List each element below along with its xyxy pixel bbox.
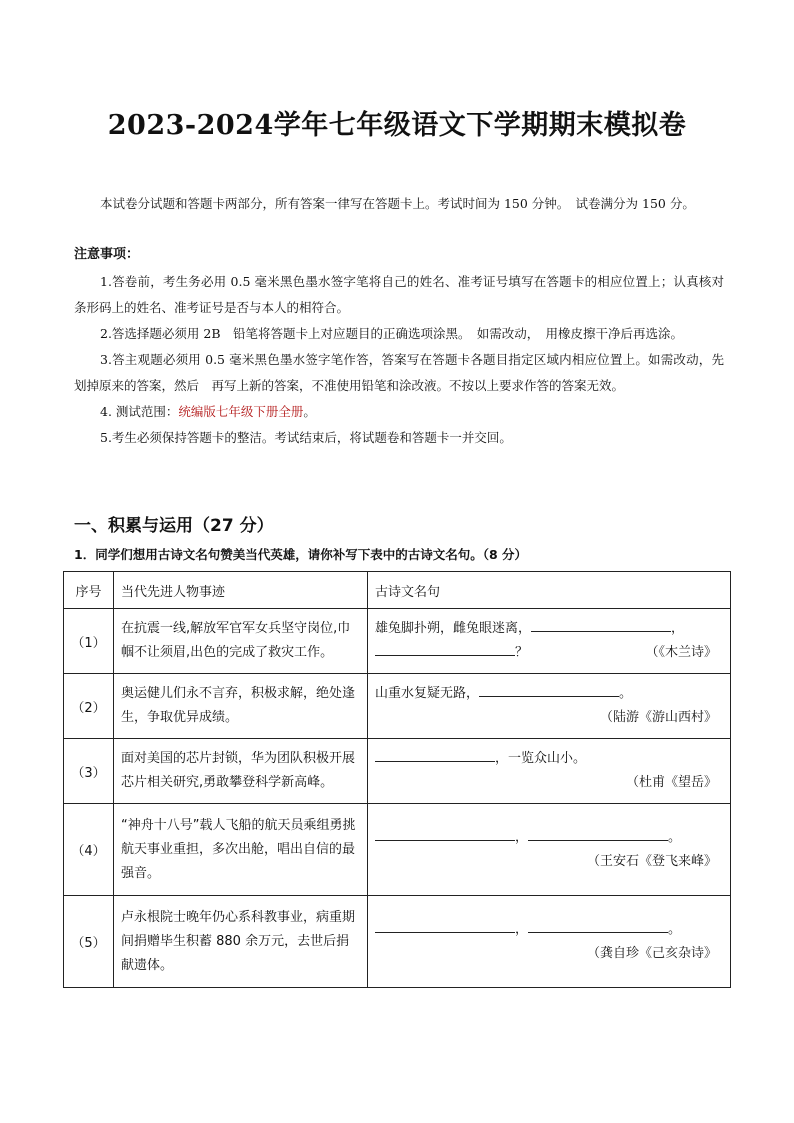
verse-punct: ， [515,829,529,845]
answer-blank[interactable] [528,828,668,841]
question-1: 1．同学们想用古诗文名句赞美当代英雄，请你补写下表中的古诗文名句。（8 分） [74,547,527,562]
answer-blank[interactable] [375,828,515,841]
note-2: 2.答选择题必须用 2B 铅笔将答题卡上对应题目的正确选项涂黑。 如需改动， 用橡皮擦干净后再选涂。 [100,326,684,341]
row-deed: “神舟十八号”载人飞船的航天员乘组勇挑航天事业重担，多次出舱，唱出自信的最强音。 [114,804,368,896]
row-verse [368,804,731,896]
verse-punct: 。 [668,921,682,937]
page-title: 2023-2024学年七年级语文下学期期末模拟卷 [107,110,687,141]
answer-blank[interactable] [375,920,515,933]
verse-punct: ？ [515,645,529,660]
row-deed: 奥运健儿们永不言弃，积极求解，绝处逢生，争取优异成绩。 [114,674,368,739]
table-row [64,739,731,804]
verse-source: （《木兰诗》 [645,645,717,660]
answer-blank[interactable] [479,684,619,697]
row-verse [368,674,731,739]
test-scope: 统编版七年级下册全册 [178,404,304,419]
row-verse [368,896,731,988]
header-deed: 当代先进人物事迹 [114,572,368,609]
row-number: （2） [64,674,114,739]
table-row [64,804,731,896]
table-row [64,609,731,674]
verse-source: （龚自珍《己亥杂诗》 [586,945,717,961]
verse-punct: ， [515,921,529,937]
answer-blank[interactable] [375,643,515,656]
intro-paragraph: 本试卷分试题和答题卡两部分，所有答案一律写在答题卡上。考试时间为 150 分钟。 试卷满分为 150 分。 [100,196,695,211]
verse-punct: 。 [668,829,682,845]
answer-blank[interactable] [531,619,671,632]
answer-blank[interactable] [375,749,495,762]
note-4-suffix: 。 [303,404,316,419]
row-number: （1） [64,609,114,674]
section-heading: 一、积累与运用（27 分） [74,516,274,536]
header-number: 序号 [64,572,114,609]
verse-text: ，一览众山小。 [495,751,587,766]
row-number: （4） [64,804,114,896]
notes-list [74,269,724,451]
row-verse [368,739,731,804]
row-deed: 面对美国的芯片封锁，华为团队积极开展芯片相关研究,勇敢攀登科学新高峰。 [114,739,368,804]
row-number: （5） [64,896,114,988]
row-deed: 卢永根院士晚年仍心系科教事业，病重期间捐赠毕生积蓄 880 余万元，去世后捐献遗体。 [114,896,368,988]
poem-table [63,571,731,988]
verse-source: （王安石《登飞来峰》 [586,853,717,869]
verse-source: （杜甫《望岳》 [625,775,717,790]
note-3: 3.答主观题必须用 0.5 毫米黑色墨水签字笔作答，答案写在答题卡各题目指定区域内相应位置上。如需改动，先划掉原来的答案，然后 再写上新的答案，不准使用铅笔和涂改液。不按以上要求作答的答案无效。 [74,352,724,393]
table-row [64,674,731,739]
answer-blank[interactable] [528,920,668,933]
row-verse [368,609,731,674]
row-deed: 在抗震一线,解放军官军女兵坚守岗位,巾帼不让须眉,出色的完成了救灾工作。 [114,609,368,674]
verse-text: 山重水复疑无路， [375,686,480,701]
verse-source: （陆游《游山西村》 [599,710,717,725]
verse-punct: 。 [619,686,633,701]
verse-punct: ， [671,621,685,636]
verse-text: 雄兔脚扑朔，雌兔眼迷离， [375,621,532,636]
table-row [64,896,731,988]
header-verse: 古诗文名句 [368,572,731,609]
note-4 [74,399,724,425]
row-number: （3） [64,739,114,804]
note-5: 5.考生必须保持答题卡的整洁。考试结束后，将试题卷和答题卡一并交回。 [100,430,512,445]
notice-title: 注意事项： [74,247,140,262]
table-header-row [64,572,731,609]
note-4-prefix: 4. 测试范围： [100,404,179,419]
note-1: 1.答卷前，考生务必用 0.5 毫米黑色墨水签字笔将自己的姓名、准考证号填写在答题卡的相应位置上；认真核对条形码上的姓名、准考证号是否与本人的相符合。 [74,274,724,315]
